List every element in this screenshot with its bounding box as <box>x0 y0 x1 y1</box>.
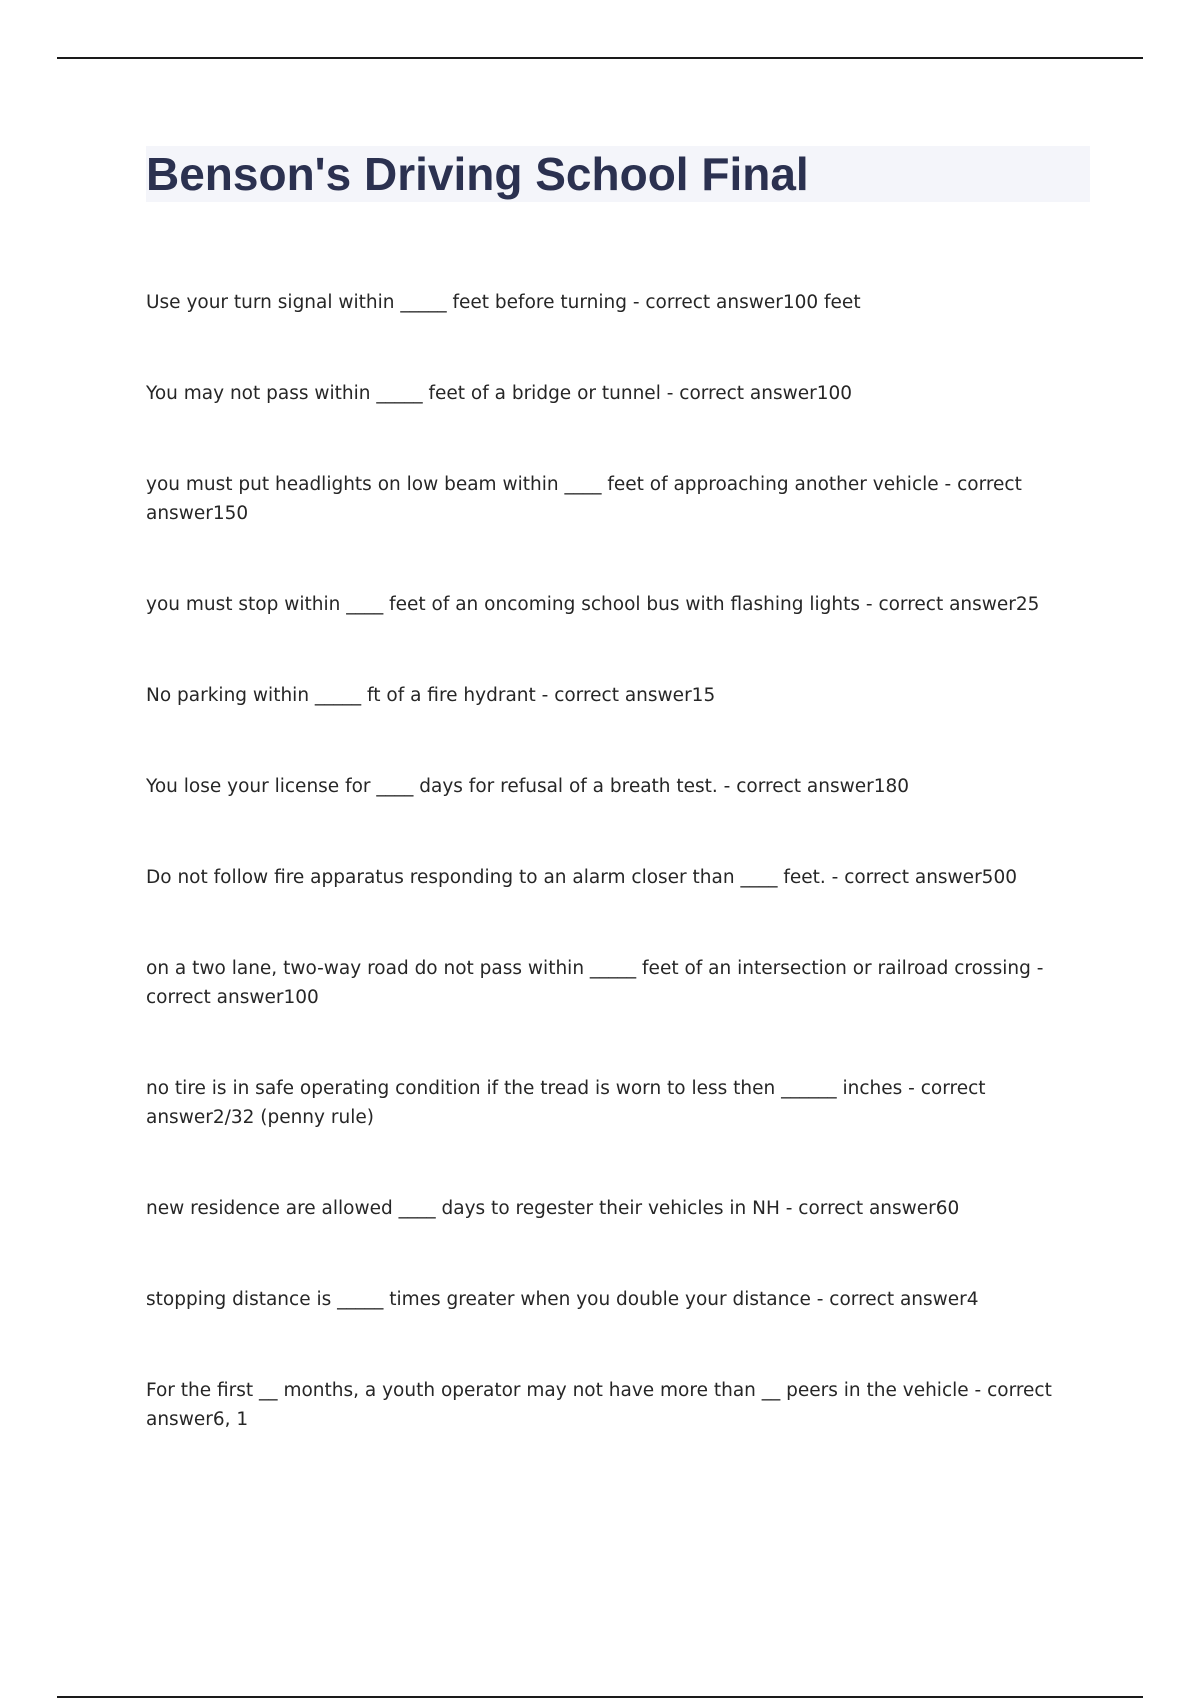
document-title: Benson's Driving School Final <box>146 148 809 200</box>
qa-item: Do not follow fire apparatus responding to an alarm closer than ____ feet. - correct answer500 <box>146 867 1017 888</box>
qa-item: No parking within _____ ft of a fire hydrant - correct answer15 <box>146 685 716 706</box>
bottom-rule <box>57 1696 1143 1698</box>
top-rule <box>57 57 1143 59</box>
qa-item: Use your turn signal within _____ feet before turning - correct answer100 feet <box>146 292 861 313</box>
qa-item: stopping distance is _____ times greater when you double your distance - correct answer4 <box>146 1289 979 1310</box>
question-list <box>146 288 1090 1434</box>
qa-item: on a two lane, two-way road do not pass within _____ feet of an intersection or railroad crossing - correct answer100 <box>146 958 1044 1008</box>
qa-item: no tire is in safe operating condition if the tread is worn to less then ______ inches - correct answer2/32 (penny rule) <box>146 1078 986 1128</box>
qa-item: you must put headlights on low beam within ____ feet of approaching another vehicle - correct answer150 <box>146 474 1022 524</box>
qa-item: You may not pass within _____ feet of a bridge or tunnel - correct answer100 <box>146 383 853 404</box>
qa-item: For the first __ months, a youth operator may not have more than __ peers in the vehicle - correct answer6, 1 <box>146 1380 1052 1430</box>
qa-item: you must stop within ____ feet of an oncoming school bus with flashing lights - correct answer25 <box>146 594 1040 615</box>
qa-item: new residence are allowed ____ days to regester their vehicles in NH - correct answer60 <box>146 1198 960 1219</box>
qa-item: You lose your license for ____ days for refusal of a breath test. - correct answer180 <box>146 776 910 797</box>
